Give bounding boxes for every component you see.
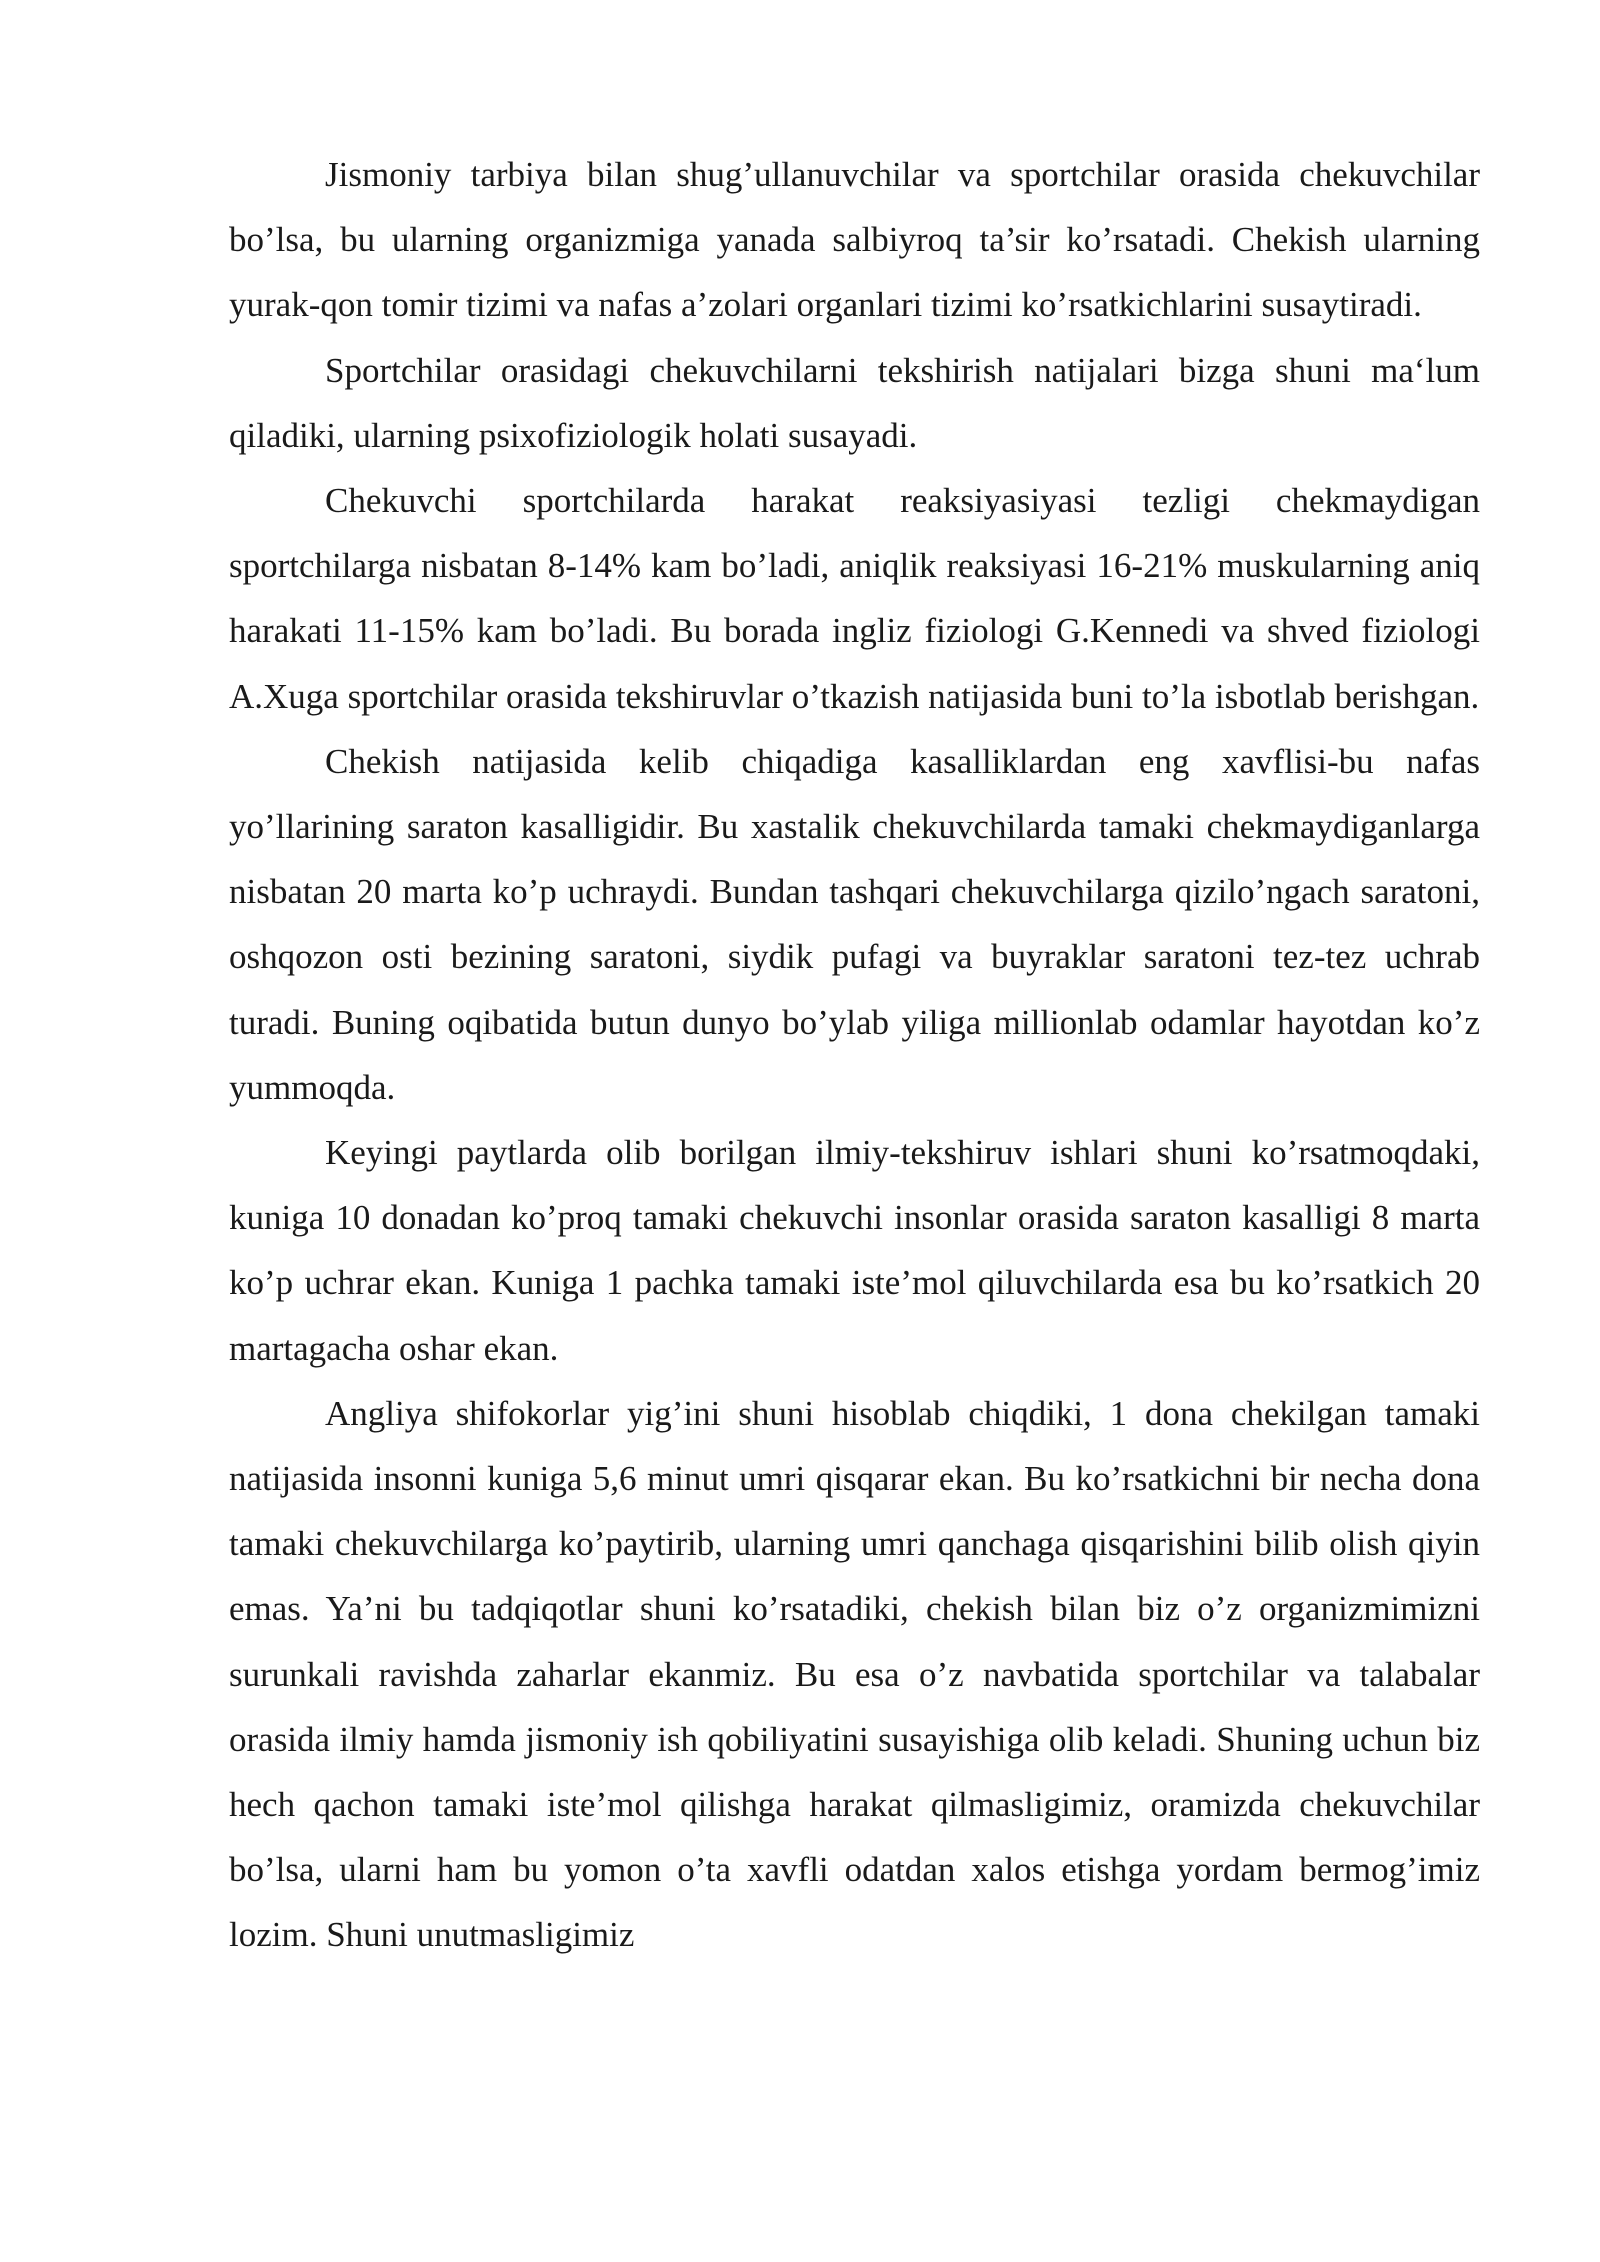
paragraph-cancer-risk: Chekish natijasida kelib chiqadiga kasalliklardan eng xavflisi-bu nafas yo’llarining saraton kasalligidir. Bu xastalik chekuvchilarda tamaki chekmaydiganlarga nisbatan 20 marta ko’p uchraydi. Bundan tashqari chekuvchilarga qizilo’ngach saratoni, oshqozon osti bezining saratoni, siydik pufagi va buyraklar saratoni tez-tez uchrab turadi. Buning oqibatida butun dunyo bo’ylab yiliga millionlab odamlar hayotdan ko’z yummoqda. xyxy=(229,741,1480,1107)
paragraph-psychophysiological-state: Sportchilar orasidagi chekuvchilarni tekshirish natijalari bizga shuni ma‘lum qiladiki, ularning psixofiziologik holati susayadi. xyxy=(229,350,1480,455)
paragraph-smokers-among-athletes: Jismoniy tarbiya bilan shug’ullanuvchilar va sportchilar orasida chekuvchilar bo’lsa, bu ularning organizmiga yanada salbiyroq ta’sir ko’rsatadi. Chekish ularning yurak-qon tomir tizimi va nafas a’zolari organlari tizimi ko’rsatkichlarini susaytiradi. xyxy=(229,155,1480,325)
paragraph-life-shortening: Angliya shifokorlar yig’ini shuni hisoblab chiqdiki, 1 dona chekilgan tamaki natijasida insonni kuniga 5,6 minut umri qisqarar ekan. Bu ko’rsatkichni bir necha dona tamaki chekuvchilarga ko’paytirib, ularning umri qanchaga qisqarishini bilib olish qiyin emas. Ya’ni bu tadqiqotlar shuni ko’rsatadiki, chekish bilan biz o’z organizmimizni surunkali ravishda zaharlar ekanmiz. Bu esa o’z navbatida sportchilar va talabalar orasida ilmiy hamda jismoniy ish qobiliyatini susayishiga olib keladi. Shuning uchun biz hech qachon tamaki iste’mol qilishga harakat qilmasligimiz, oramizda chekuvchilar bo’lsa, ularni ham bu yomon o’ta xavfli odatdan xalos etishga yordam bermog’imiz lozim. Shuni unutmasligimiz xyxy=(229,1393,1480,1955)
paragraph-reaction-speed: Chekuvchi sportchilarda harakat reaksiyasiyasi tezligi chekmaydigan sportchilarga nisbatan 8-14% kam bo’ladi, aniqlik reaksiyasi 16-21% muskularning aniq harakati 11-15% kam bo’ladi. Bu borada ingliz fiziologi G.Kennedi va shved fiziologi A.Xuga sportchilar orasida tekshiruvlar o’tkazish natijasida buni to’la isbotlab berishgan. xyxy=(229,481,1480,716)
paragraph-research-findings: Keyingi paytlarda olib borilgan ilmiy-tekshiruv ishlari shuni ko’rsatmoqdaki, kuniga 10 donadan ko’proq tamaki chekuvchi insonlar orasida saraton kasalligi 8 marta ko’p uchrar ekan. Kuniga 1 pachka tamaki iste’mol qiluvchilarda esa bu ko’rsatkich 20 martagacha oshar ekan. xyxy=(229,1133,1480,1368)
body-text xyxy=(229,142,1480,1968)
